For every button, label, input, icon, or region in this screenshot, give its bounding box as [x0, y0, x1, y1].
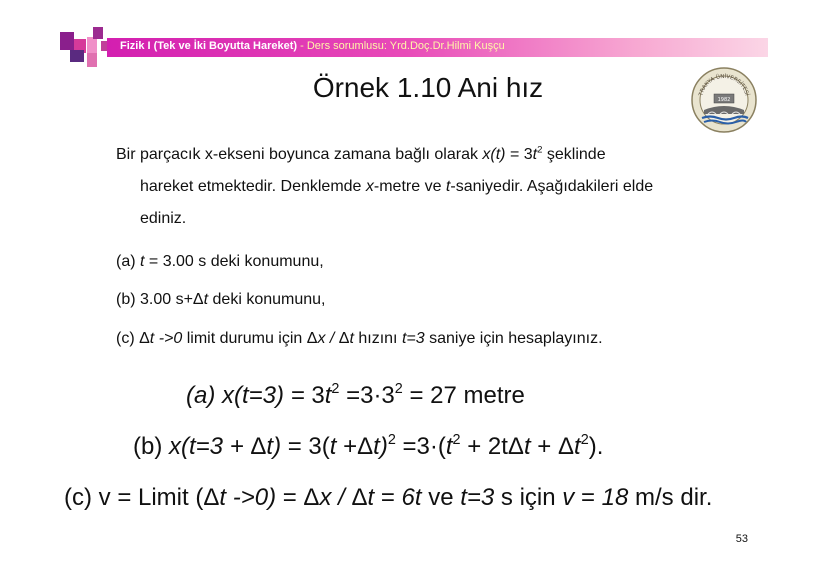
part-a-question: (a) t = 3.00 s deki konumunu, [116, 253, 324, 270]
problem-line-2: hareket etmektedir. Denklemde x-metre ve t-saniyedir. Aşağıdakileri elde [140, 178, 654, 195]
seal-text: TRAKYA ÜNİVERSİTESİ [698, 73, 750, 97]
slide-title: Örnek 1.10 Ani hız [312, 72, 544, 103]
page-number: 53 [735, 533, 748, 545]
course-title: Fizik I (Tek ve İki Boyutta Hareket) [120, 40, 298, 52]
solution-c: (c) v = Limit (Δt ->0) = Δx / Δt = 6t ve t=3 s için v = 18 m/s dir. [64, 484, 713, 511]
header-text [120, 40, 505, 52]
seal-year: 1982 [717, 97, 731, 103]
problem-line-3: ediniz. [140, 210, 187, 227]
university-seal-icon [690, 66, 758, 134]
solution-b: (b) $x(t=3 + \Delta t) = 3(t +\Delta t)^2 =3\cdot(t^2 + 2t\Delta t + \Delta t^2)$. [133, 431, 604, 460]
instructor-text: - Ders sorumlusu: Yrd.Doç.Dr.Hilmi Kuşçu [297, 40, 505, 52]
part-c-question: (c) Δt ->0 limit durumu için Δx / Δt hızını t=3 saniye için hesaplayınız. [116, 330, 603, 347]
solution-a: (a) $x(t=3) = 3t^2 =3\cdot 3^2 = 27$ metre [186, 380, 525, 409]
problem-line-1: Bir parçacık x-ekseni boyunca zamana bağlı olarak $x(t) = 3t^2$ şeklinde [116, 144, 606, 163]
part-b-question: (b) 3.00 s+Δt deki konumunu, [116, 291, 326, 308]
problem-statement [116, 139, 756, 235]
